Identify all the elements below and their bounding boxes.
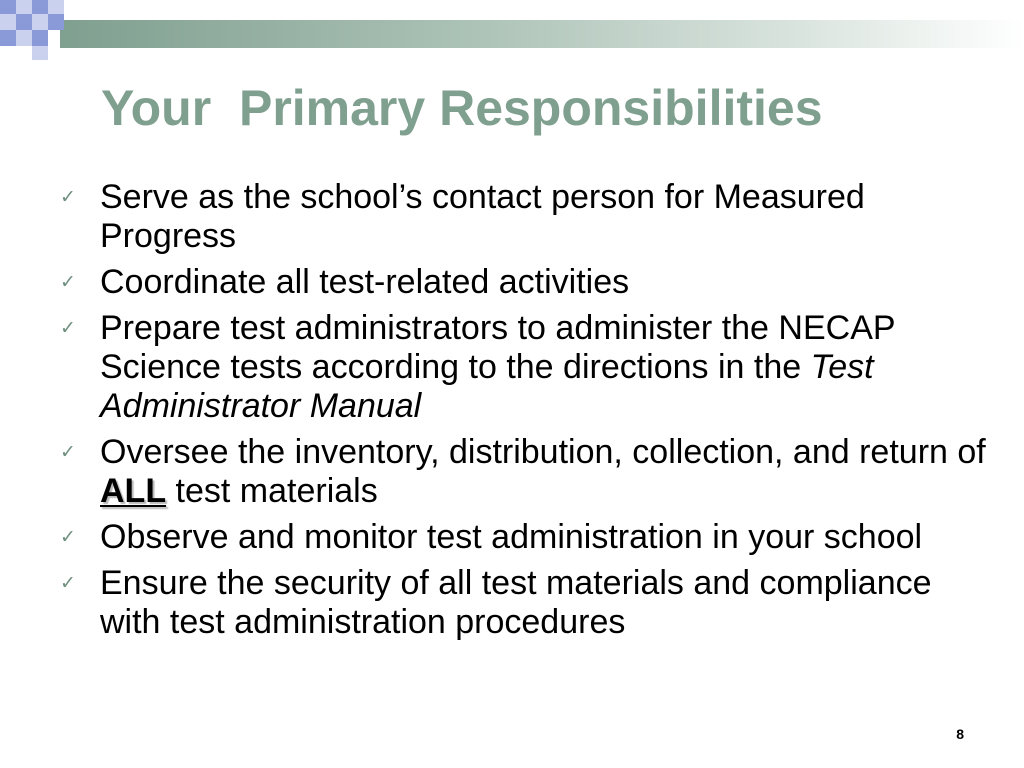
check-icon: ✓: [60, 441, 76, 463]
emphasis-all: ALL: [100, 472, 167, 510]
bullet-text: [100, 433, 990, 511]
bullet-text-suffix: test materials: [166, 472, 378, 510]
list-item: [60, 564, 990, 642]
slide-number: 8: [956, 726, 964, 742]
bullet-text: Coordinate all test-related activities: [100, 263, 630, 301]
slide-title: Your Primary Responsibilities: [101, 80, 823, 136]
bullet-text: [100, 309, 990, 426]
list-item: [60, 309, 990, 426]
bullet-text: Serve as the school’s contact person for Measured Progress: [100, 178, 865, 255]
bullet-text: Observe and monitor test administration in your school: [100, 518, 923, 556]
check-icon: ✓: [60, 271, 76, 293]
header-gradient-band: [60, 20, 1024, 48]
list-item: [60, 433, 990, 511]
list-item: [60, 178, 990, 256]
bullet-text: Ensure the security of all test materials and compliance with test administration procedures: [100, 564, 932, 641]
responsibilities-list: [60, 178, 990, 649]
bullet-text-prefix: Prepare test administrators to administer the NECAP Science tests according to the directions in the: [100, 309, 895, 386]
manual-title: Test Administrator Manual: [100, 348, 874, 425]
corner-squares-decoration: [0, 0, 80, 62]
check-icon: ✓: [60, 186, 76, 208]
check-icon: ✓: [60, 526, 76, 548]
bullet-text-prefix: Oversee the inventory, distribution, collection, and return of: [100, 433, 986, 471]
check-icon: ✓: [60, 572, 76, 594]
list-item: [60, 263, 990, 302]
check-icon: ✓: [60, 317, 76, 339]
list-item: [60, 518, 990, 557]
